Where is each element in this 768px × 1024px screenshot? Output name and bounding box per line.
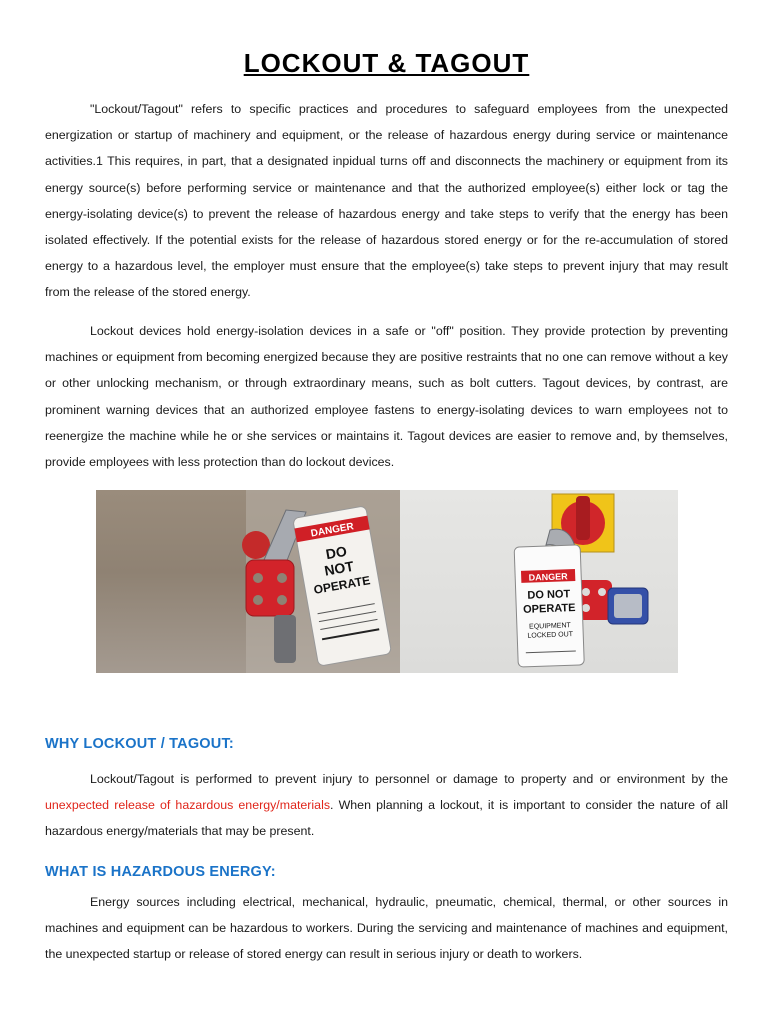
lockout-photos: [96, 490, 678, 673]
hazardous-energy-heading: WHAT IS HAZARDOUS ENERGY:: [45, 864, 276, 880]
why-lockout-heading: WHY LOCKOUT / TAGOUT:: [45, 736, 234, 752]
why-text-before: Lockout/Tagout is performed to prevent injury to personnel or damage to property and or environment by the: [90, 772, 728, 786]
page-title: LOCKOUT & TAGOUT: [243, 48, 530, 78]
photo-lockout-hasp-tag: [96, 490, 400, 673]
why-lockout-paragraph: [45, 766, 728, 845]
left-tag-line2: NOT: [323, 557, 355, 579]
hazardous-release-highlight: unexpected release of hazardous energy/materials: [45, 798, 331, 813]
intro-paragraph-1: "Lockout/Tagout" refers to specific practices and procedures to safeguard employees from the unexpected energization or startup of machinery and equipment, or the release of hazardous energy during service or maintenance activities.1 This requires, in part, that a designated inpidual turns off and disconnects the machinery or equipment from its energy source(s) before performing service or maintenance and that the authorized employee(s) either lock or tag the energy-isolating device(s) to prevent the release of hazardous energy and take steps to verify that the energy has been isolated effectively. If the potential exists for the release of hazardous stored energy or for the re-accumulation of stored energy to a hazardous level, the employer must ensure that the employee(s) take steps to prevent injury that may result from the release of the stored energy.: [45, 102, 728, 300]
right-tag-sub2: LOCKED OUT: [527, 631, 574, 640]
photo-lockout-switch-tag: [400, 490, 678, 673]
intro-paragraph-2: Lockout devices hold energy-isolation devices in a safe or "off" position. They provide protection by preventing machines or equipment from becoming energized because they are positive restraints that no one can remove without a key or other unlocking mechanism, or through extraordinary means, such as bolt cutters. Tagout devices, by contrast, are prominent warning devices that an authorized employee fastens to energy-isolating devices to warn employees not to reenergize the machine while he or she services or maintains it. Tagout devices are easier to remove and, by themselves, provide employees with less protection than do lockout devices.: [45, 324, 728, 470]
why-text-after: . When planning a lockout, it is important to consider the nature of all hazardous energy/materials that may be present.: [45, 798, 728, 839]
right-tag-sub1: EQUIPMENT: [529, 622, 571, 631]
right-tag-line1: DO NOT: [527, 588, 571, 602]
hazardous-energy-paragraph: Energy sources including electrical, mechanical, hydraulic, pneumatic, chemical, thermal, or other sources in machines and equipment can be hazardous to workers. During the servicing and maintenance of machines and equipment, the unexpected startup or release of stored energy can result in serious injury or death to workers.: [45, 895, 728, 962]
right-tag-header: DANGER: [528, 571, 568, 583]
left-tag-header: DANGER: [310, 521, 355, 540]
right-tag-line2: OPERATE: [522, 602, 576, 616]
left-tag-line3: OPERATE: [312, 573, 372, 597]
left-tag-line1: DO: [324, 542, 348, 563]
hasp-tag-illustration: [96, 490, 400, 673]
switch-tag-illustration: [400, 490, 678, 673]
